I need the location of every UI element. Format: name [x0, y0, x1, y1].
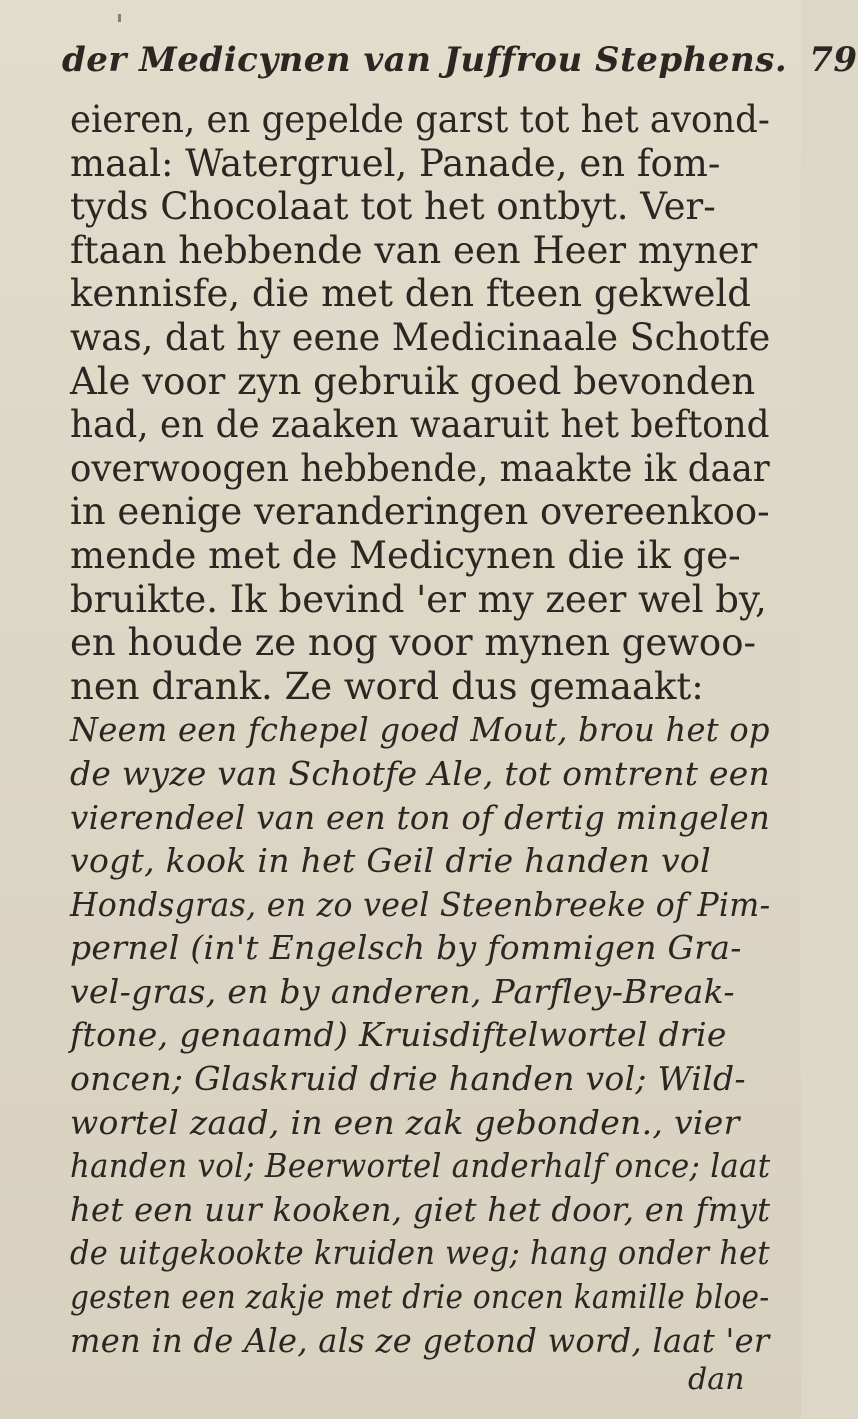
text-line: ftone, genaamd) Kruisdiftelwortel drie: [70, 1015, 727, 1055]
text-line: Ale voor zyn gebruik goed bevonden: [70, 359, 756, 403]
text-line: vogt, kook in het Geil drie handen vol: [70, 841, 711, 881]
text-line: vierendeel van een ton of dertig mingelen: [70, 797, 771, 837]
text-line: overwoogen hebbende, maakte ik daar: [70, 446, 770, 490]
text-line: Hondsgras, en zo veel Steenbreeke of Pim-: [70, 884, 771, 924]
catchword: dan: [688, 1362, 745, 1397]
text-line: wortel zaad, in een zak gebonden., vier: [70, 1102, 740, 1142]
text-line: pernel (in't Engelsch by fommigen Gra-: [70, 928, 742, 968]
text-line: kennisfe, die met den fteen gekweld: [70, 272, 751, 316]
text-line: gesten een zakje met drie oncen kamille bloe-: [70, 1277, 770, 1317]
text-line: en houde ze nog voor mynen gewoo-: [70, 621, 756, 665]
body-text: [70, 98, 770, 1362]
text-line: men in de Ale, als ze getond word, laat 'er: [70, 1320, 770, 1360]
print-mark: [118, 14, 121, 22]
running-title: der Medicynen van Juffrou Stephens.: [62, 40, 788, 80]
text-line: nen drank. Ze word dus gemaakt:: [70, 664, 704, 708]
page-number: 79: [809, 40, 858, 80]
text-line: het een uur kooken, giet het door, en fmyt: [70, 1189, 771, 1229]
text-line: handen vol; Beerwortel anderhalf once; laat: [70, 1146, 771, 1186]
text-line: de uitgekookte kruiden weg; hang onder het: [70, 1233, 770, 1273]
text-line: Neem een fchepel goed Mout, brou het op: [70, 710, 770, 750]
running-header: [62, 40, 858, 90]
text-line: maal: Watergruel, Panade, en fom-: [70, 141, 721, 185]
text-line: oncen; Glaskruid drie handen vol; Wild-: [70, 1059, 746, 1099]
text-line: vel-gras, en by anderen, Parfley-Break-: [70, 971, 735, 1011]
text-line: eieren, en gepelde garst tot het avond-: [70, 98, 770, 141]
text-line: tyds Chocolaat tot het ontbyt. Ver-: [70, 185, 716, 229]
text-line: was, dat hy eene Medicinaale Schotfe: [70, 315, 771, 359]
text-line: in eenige veranderingen overeenkoo-: [70, 490, 770, 534]
text-line: de wyze van Schotfe Ale, tot omtrent een: [70, 753, 771, 793]
text-line: mende met de Medicynen die ik ge-: [70, 533, 741, 577]
text-line: bruikte. Ik bevind 'er my zeer wel by,: [70, 577, 767, 621]
text-line: ftaan hebbende van een Heer myner: [70, 228, 758, 272]
text-line: had, en de zaaken waaruit het beftond: [70, 403, 770, 447]
